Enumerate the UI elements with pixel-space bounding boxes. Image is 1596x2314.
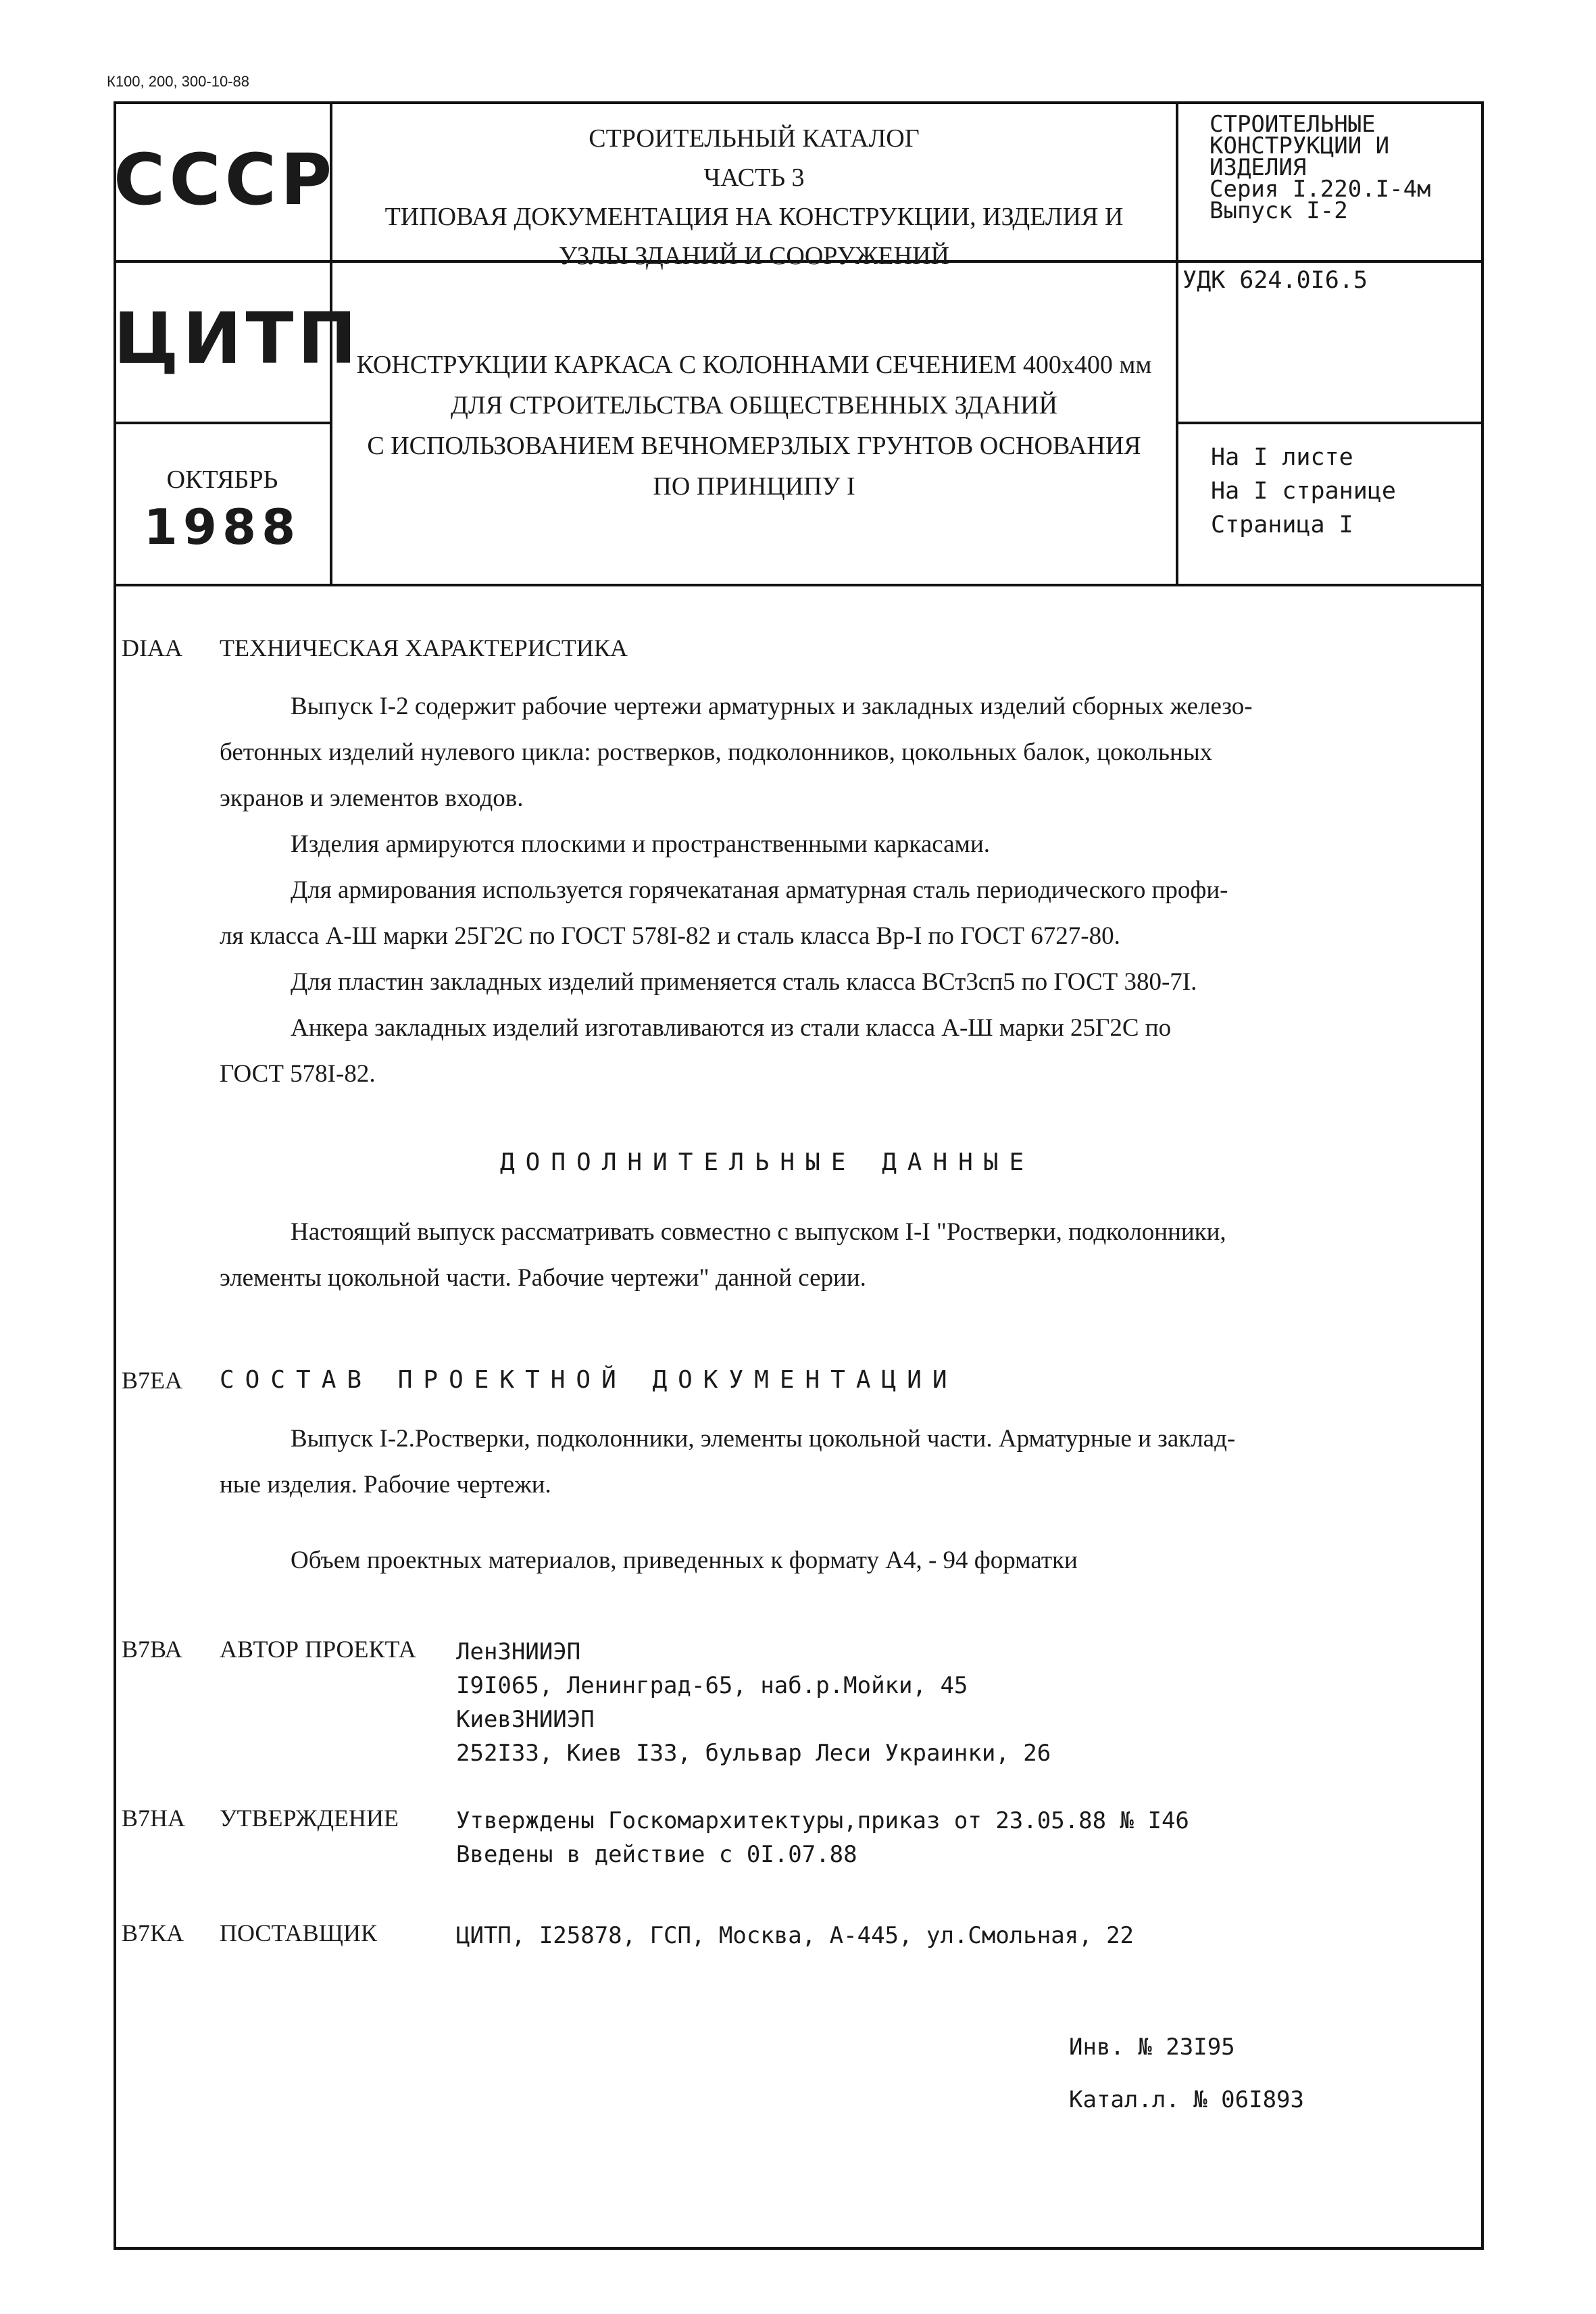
detail-line: КиевЗНИИЭП [456, 1706, 595, 1733]
series-block [1210, 111, 1431, 224]
detail-line: Введены в действие с 0I.07.88 [456, 1841, 857, 1868]
section-label: УТВЕРЖДЕНИЕ [220, 1805, 399, 1832]
header-org: ЦИТП [114, 297, 361, 380]
document-title [332, 345, 1176, 507]
header-right-row2-rule [1176, 422, 1484, 424]
tech-text [220, 684, 1470, 1097]
series-line: Выпуск I-2 [1210, 197, 1348, 224]
section-code: В7ЕА [122, 1367, 182, 1394]
text-line: элементы цокольной части. Рабочие чертежи" данной серии. [220, 1264, 866, 1292]
series-line: КОНСТРУКЦИИ И [1210, 132, 1390, 159]
catalog-line: СТРОИТЕЛЬНЫЙ КАТАЛОГ [589, 124, 920, 153]
series-line: Серия I.220.I-4м [1210, 176, 1431, 203]
sheet-line: Страница I [1211, 511, 1353, 538]
series-line: СТРОИТЕЛЬНЫЕ [1210, 111, 1376, 138]
text-line: Выпуск I-2.Ростверки, подколонники, элементы цокольной части. Арматурные и заклад- [291, 1425, 1236, 1453]
catalog-line: ЧАСТЬ 3 [703, 164, 805, 192]
header-right-divider [1176, 101, 1178, 585]
sheet-line: На I листе [1211, 444, 1353, 471]
header-month: ОКТЯБРЬ [166, 466, 278, 494]
section-code: В7ВА [122, 1636, 182, 1663]
author-details [456, 1635, 1051, 1770]
series-line: ИЗДЕЛИЯ [1210, 154, 1307, 181]
catalog-line: ТИПОВАЯ ДОКУМЕНТАЦИЯ НА КОНСТРУКЦИИ, ИЗДЕЛИЯ И [384, 203, 1124, 231]
detail-line: Утверждены Госкомархитектуры,приказ от 23.05.88 № I46 [456, 1807, 1189, 1834]
text-line: экранов и элементов входов. [220, 784, 524, 812]
title-line: ДЛЯ СТРОИТЕЛЬСТВА ОБЩЕСТВЕННЫХ ЗДАНИЙ [451, 391, 1057, 420]
detail-line: 252I33, Киев I33, бульвар Леси Украинки, 26 [456, 1740, 1051, 1767]
section-code: В7КА [122, 1919, 184, 1946]
catalog-line: УЗЛЫ ЗДАНИЙ И СООРУЖЕНИЙ [559, 242, 949, 270]
title-line: С ИСПОЛЬЗОВАНИЕМ ВЕЧНОМЕРЗЛЫХ ГРУНТОВ ОСНОВАНИЯ [367, 432, 1141, 460]
supplier-details [456, 1919, 1134, 1953]
catalog-sheet-number: Катал.л. № 06I893 [1069, 2086, 1304, 2113]
section-code: DIAA [122, 634, 182, 661]
catalog-block [332, 119, 1176, 276]
composition-text [220, 1416, 1470, 1584]
detail-line: ЛенЗНИИЭП [456, 1638, 581, 1665]
text-line: Выпуск I-2 содержит рабочие чертежи арматурных и закладных изделий сборных железо- [291, 693, 1253, 720]
section-heading: СОСТАВ ПРОЕКТНОЙ ДОКУМЕНТАЦИИ [220, 1366, 958, 1394]
section-code: В7НА [122, 1805, 186, 1832]
title-line: КОНСТРУКЦИИ КАРКАСА С КОЛОННАМИ СЕЧЕНИЕМ 400х400 мм [356, 351, 1152, 379]
inventory-number: Инв. № 23I95 [1069, 2034, 1235, 2061]
section-label: ПОСТАВЩИК [220, 1919, 377, 1946]
udk-code: УДК 624.0I6.5 [1182, 267, 1368, 294]
approval-details [456, 1804, 1189, 1871]
extra-text [220, 1209, 1470, 1301]
text-line: Для пластин закладных изделий применяется сталь класса ВСт3сп5 по ГОСТ 380-7I. [291, 968, 1197, 996]
sheet-line: На I странице [1211, 478, 1396, 505]
text-line: Анкера закладных изделий изготавливаются из стали класса А-Ш марки 25Г2С по [291, 1014, 1172, 1042]
section-label: АВТОР ПРОЕКТА [220, 1636, 416, 1663]
document-code: К100, 200, 300-10-88 [107, 73, 249, 90]
header-year: 1988 [143, 499, 301, 555]
section-heading: ТЕХНИЧЕСКАЯ ХАРАКТЕРИСТИКА [220, 634, 628, 661]
text-line: Объем проектных материалов, приведенных к формату А4, - 94 форматки [291, 1546, 1078, 1574]
text-line: ные изделия. Рабочие чертежи. [220, 1471, 551, 1499]
title-line: ПО ПРИНЦИПУ I [653, 472, 855, 501]
text-line: бетонных изделий нулевого цикла: ростверков, подколонников, цокольных балок, цокольных [220, 738, 1213, 766]
detail-line: I9I065, Ленинград-65, наб.р.Мойки, 45 [456, 1672, 968, 1699]
text-line: ля класса А-Ш марки 25Г2С по ГОСТ 578I-82 и сталь класса Вр-I по ГОСТ 6727-80. [220, 922, 1120, 950]
text-line: Изделия армируются плоскими и пространственными каркасами. [291, 830, 991, 858]
header-country: СССР [114, 139, 336, 221]
text-line: Настоящий выпуск рассматривать совместно с выпуском I-I "Ростверки, подколонники, [291, 1218, 1226, 1246]
text-line: Для армирования используется горячекатаная арматурная сталь периодического профи- [291, 876, 1228, 904]
header-bottom-rule [114, 584, 1484, 586]
detail-line: ЦИТП, I25878, ГСП, Москва, А-445, ул.Смольная, 22 [456, 1922, 1134, 1949]
section-heading: ДОПОЛНИТЕЛЬНЫЕ ДАННЫЕ [500, 1149, 1035, 1176]
sheet-info [1211, 441, 1396, 542]
text-line: ГОСТ 578I-82. [220, 1060, 376, 1088]
header-left-row2-rule [114, 422, 331, 424]
